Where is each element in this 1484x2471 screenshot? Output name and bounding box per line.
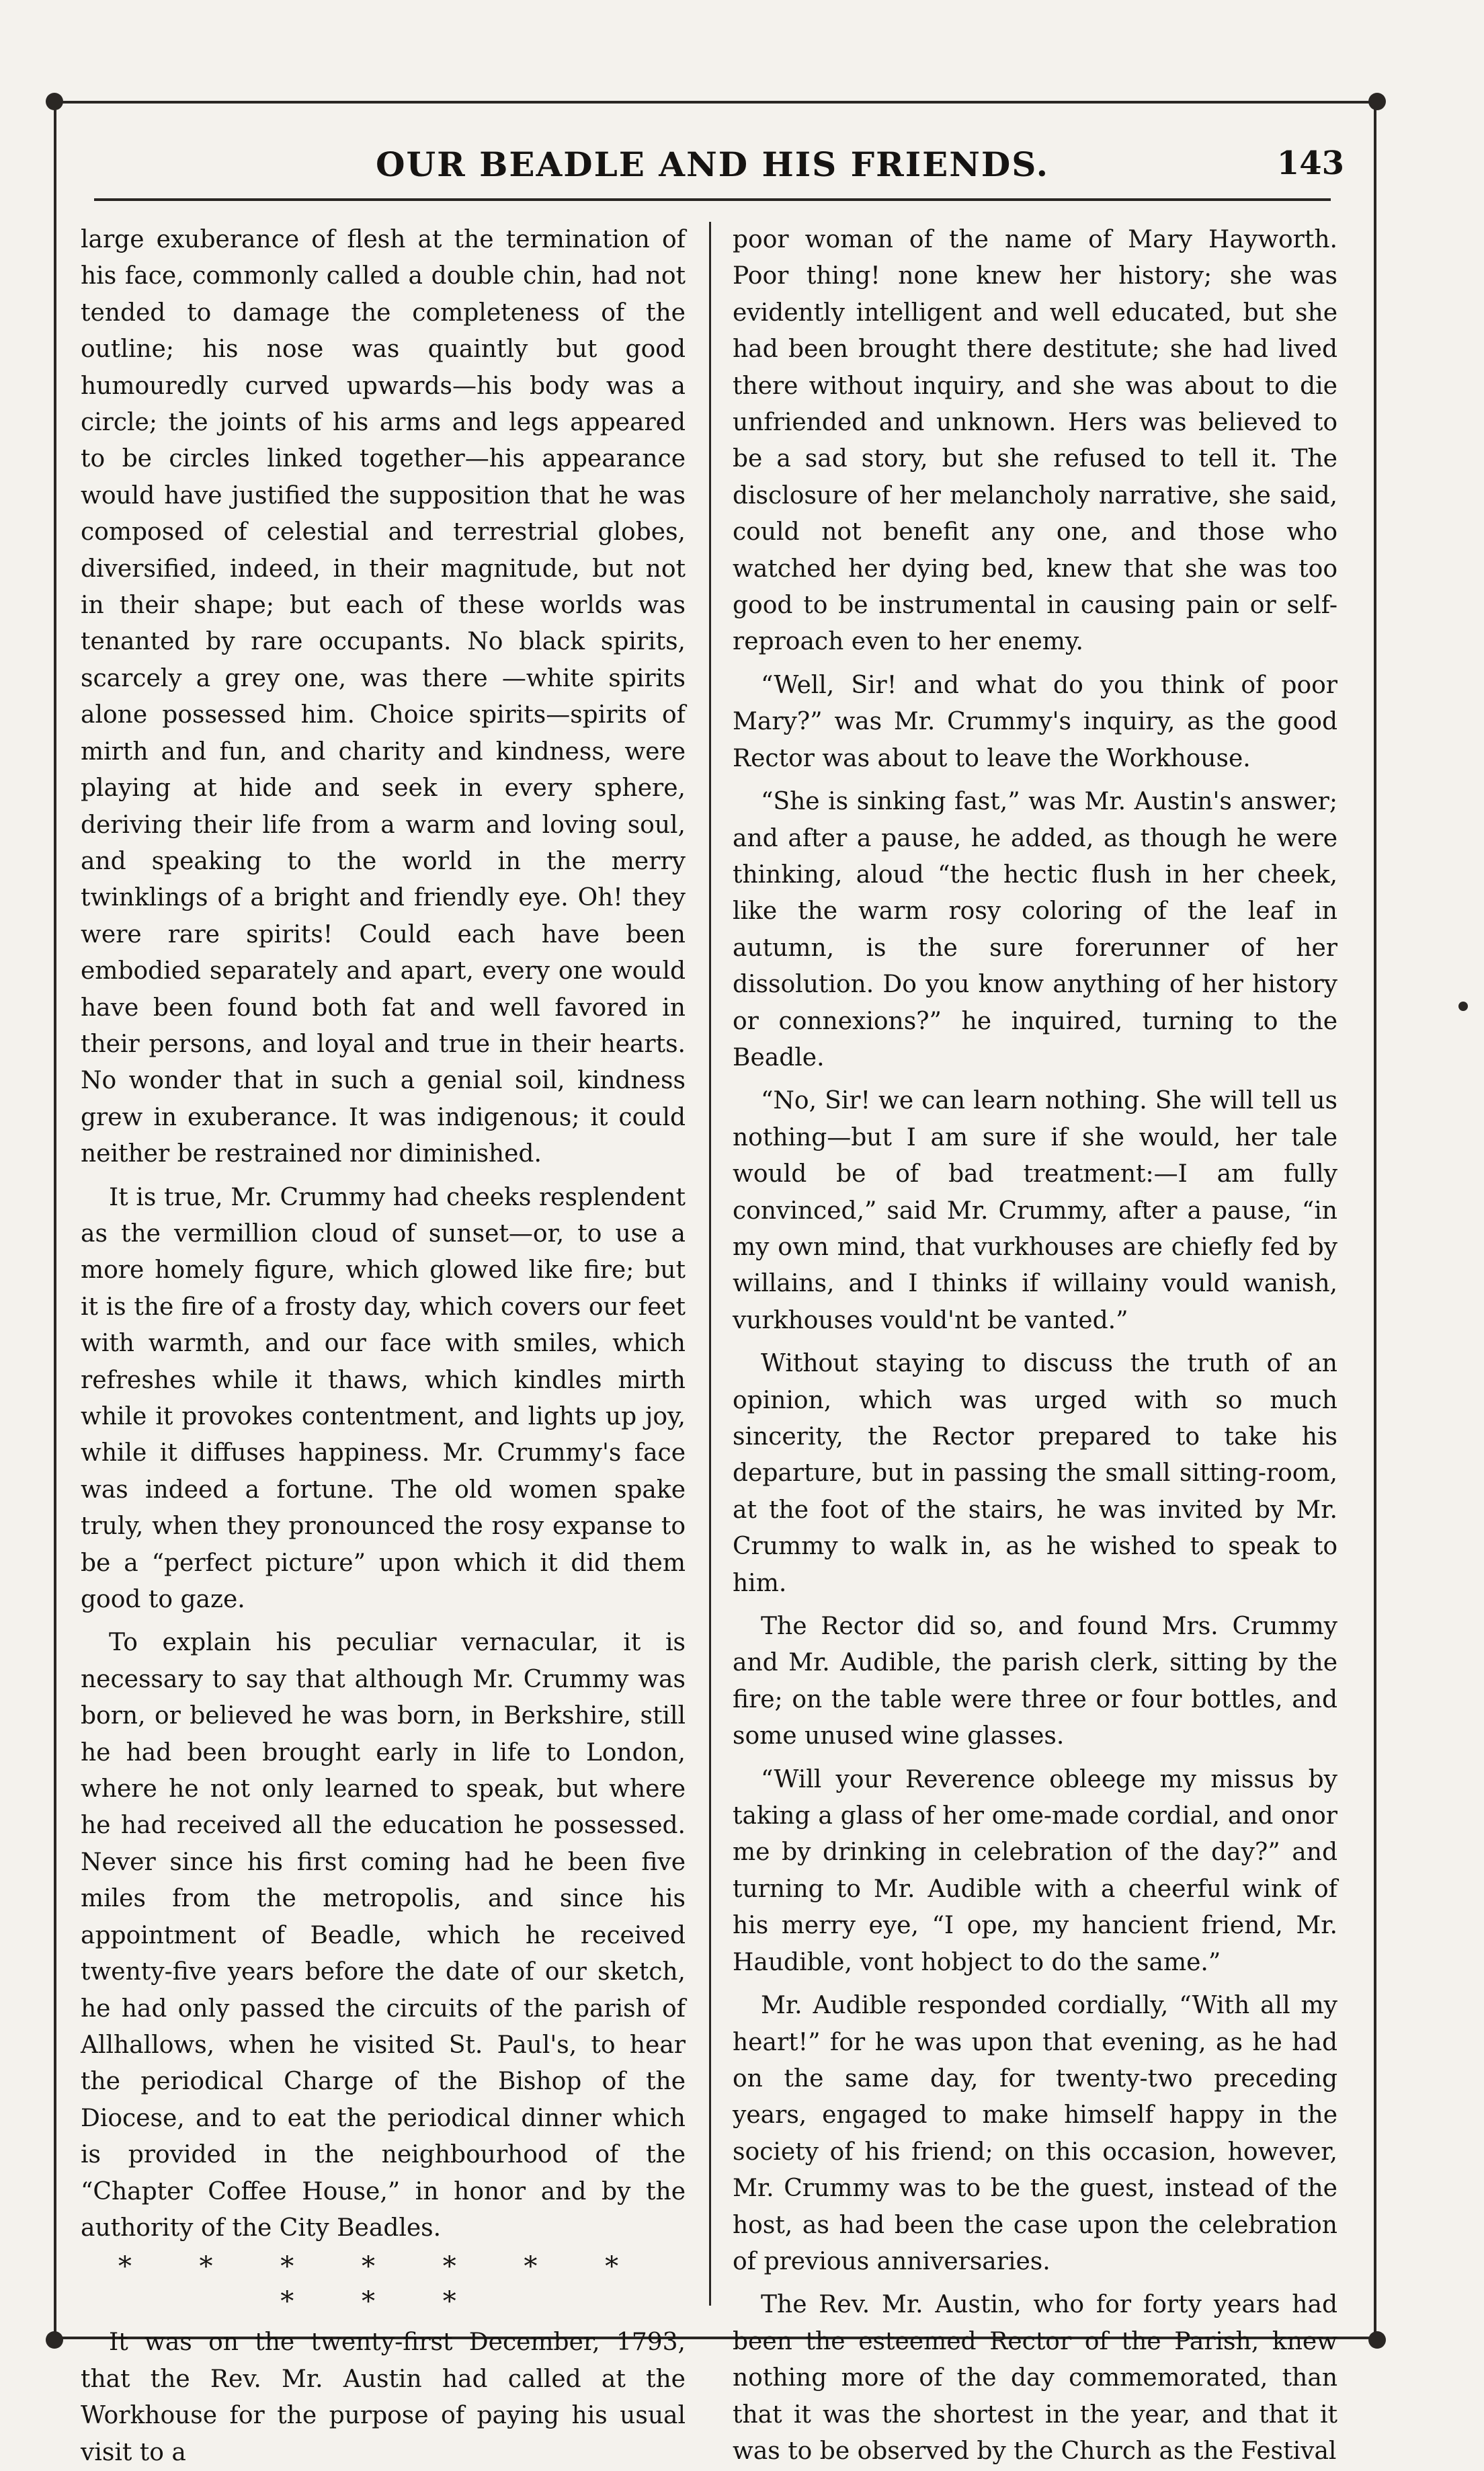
- paragraph: The Rev. Mr. Austin, who for forty years had been the esteemed Rector of the Parish, knew nothing more of the day commemorated, than that it was the shortest in the year, and that it was to be observed by the Church as the Festival: [733, 2291, 1337, 2465]
- corner-ornament-bottom-left: [46, 2331, 63, 2349]
- header-rule: [94, 198, 1331, 205]
- column-divider: [709, 222, 711, 2306]
- paragraph: The Rector did so, and found Mrs. Crummy and Mr. Audible, the parish clerk, sitting by the fire; on the table were three or four bottles, and some unused wine glasses.: [733, 1613, 1337, 1750]
- section-break-stars: * * * * * * * * * *: [118, 2251, 649, 2318]
- margin-speck: [1458, 1002, 1468, 1011]
- paragraph: It was on the twenty-first December, 1793, that the Rev. Mr. Austin had called at the Workhouse for the purpose of paying his usual visit to a: [81, 2328, 686, 2466]
- paragraph: large exuberance of flesh at the termination of his face, commonly called a double chin, had not tended to damage the completeness of the outline; his nose was quaintly but good humouredly curved upwards—his body was a circle; the joints of his arms and legs appeared to be circles linked together—his appearance would have justified the supposition that he was composed of celestial and terrestrial globes, diversified, indeed, in their magnitude, but not in their shape; but each of these worlds was tenanted by rare occupants. No black spirits, scarcely a grey one, was there —white spirits alone possessed him. Choice spirits—spirits of mirth and fun, and charity and kindness, were playing at hide and seek in every sphere, deriving their life from a warm and loving soul, and speaking to the world in the merry twinklings of a bright and friendly eye. Oh! they were rare spirits! Could each have been embodied separately and apart, every one would have been found both fat and well favored in their persons, and loyal and true in their hearts. No wonder that in such a genial soil, kindness grew in exuberance. It was indigenous; it could neither be restrained nor diminished.: [81, 226, 686, 1168]
- page-header: [81, 145, 1344, 192]
- paragraph: To explain his peculiar vernacular, it is necessary to say that although Mr. Crummy was born, or believed he was born, in Berkshire, still he had been brought early in life to London, where he not only learned to speak, but where he had received all the education he possessed. Never since his first coming had he been five miles from the metropolis, and since his appointment of Beadle, which he received twenty-five years before the date of our sketch, he had only passed the circuits of the parish of Allhallows, when he visited St. Paul's, to hear the periodical Charge of the Bishop of the Diocese, and to eat the periodical dinner which is provided in the neighbourhood of the “Chapter Coffee House,” in honor and by the authority of the City Beadles.: [81, 1629, 686, 2242]
- corner-ornament-top-right: [1368, 93, 1386, 110]
- paragraph: Without staying to discuss the truth of an opinion, which was urged with so much sincerity, the Rector prepared to take his departure, but in passing the small sitting-room, at the foot of the stairs, he was invited by Mr. Crummy to walk in, as he wished to speak to him.: [733, 1350, 1337, 1597]
- paragraph: “Will your Reverence obleege my missus by taking a glass of her ome-made cordial, and onor me by drinking in celebration of the day?” and turning to Mr. Audible with a cheerful wink of his merry eye, “I ope, my hancient friend, Mr. Haudible, vont hobject to do the same.”: [733, 1765, 1337, 1976]
- paragraph: “She is sinking fast,” was Mr. Austin's answer; and after a pause, he added, as though he were thinking, aloud “the hectic flush in her cheek, like the warm rosy coloring of the leaf in autumn, is the sure forerunner of her dissolution. Do you know anything of her history or connexions?” he inquired, turning to the Beadle.: [733, 788, 1337, 1071]
- paragraph: “Well, Sir! and what do you think of poor Mary?” was Mr. Crummy's inquiry, as the good Rector was about to leave the Workhouse.: [733, 671, 1337, 772]
- corner-ornament-bottom-right: [1368, 2331, 1386, 2349]
- left-column: [81, 222, 686, 2471]
- paragraph: It is true, Mr. Crummy had cheeks resplendent as the vermillion cloud of sunset—or, to use a more homely figure, which glowed like fire; but it is the fire of a frosty day, which covers our feet with warmth, and our face with smiles, which refreshes while it thaws, which kindles mirth while it provokes contentment, and lights up joy, while it diffuses happiness. Mr. Crummy's face was indeed a fortune. The old women spake truly, when they pronounced the rosy expanse to be a “perfect picture” upon which it did them good to gaze.: [81, 1183, 686, 1614]
- page-number: 143: [1276, 145, 1344, 182]
- right-column: [733, 222, 1337, 2470]
- paragraph: poor woman of the name of Mary Hayworth. Poor thing! none knew her history; she was evidently intelligent and well educated, but she had been brought there destitute; she had lived there without inquiry, and she was about to die unfriended and unknown. Hers was believed to be a sad story, but she refused to tell it. The disclosure of her melancholy narrative, she said, could not benefit any one, and those who watched her dying bed, knew that she was too good to be instrumental in causing pain or self-reproach even to her enemy.: [733, 226, 1337, 656]
- paragraph: “No, Sir! we can learn nothing. She will tell us nothing—but I am sure if she would, her tale would be of bad treatment:—I am fully convinced,” said Mr. Crummy, after a pause, “in my own mind, that vurkhouses are chiefly fed by willains, and I thinks if willainy vould wanish, vurkhouses vould'nt be vanted.”: [733, 1087, 1337, 1334]
- paragraph: Mr. Audible responded cordially, “With all my heart!” for he was upon that evening, as he had on the same day, for twenty-two preceding years, engaged to make himself happy in the society of his friend; on this occasion, however, Mr. Crummy was to be the guest, instead of the host, as had been the case upon the celebration of previous anniversaries.: [733, 1992, 1337, 2275]
- running-title: OUR BEADLE AND HIS FRIENDS.: [375, 145, 1050, 184]
- corner-ornament-top-left: [46, 93, 63, 110]
